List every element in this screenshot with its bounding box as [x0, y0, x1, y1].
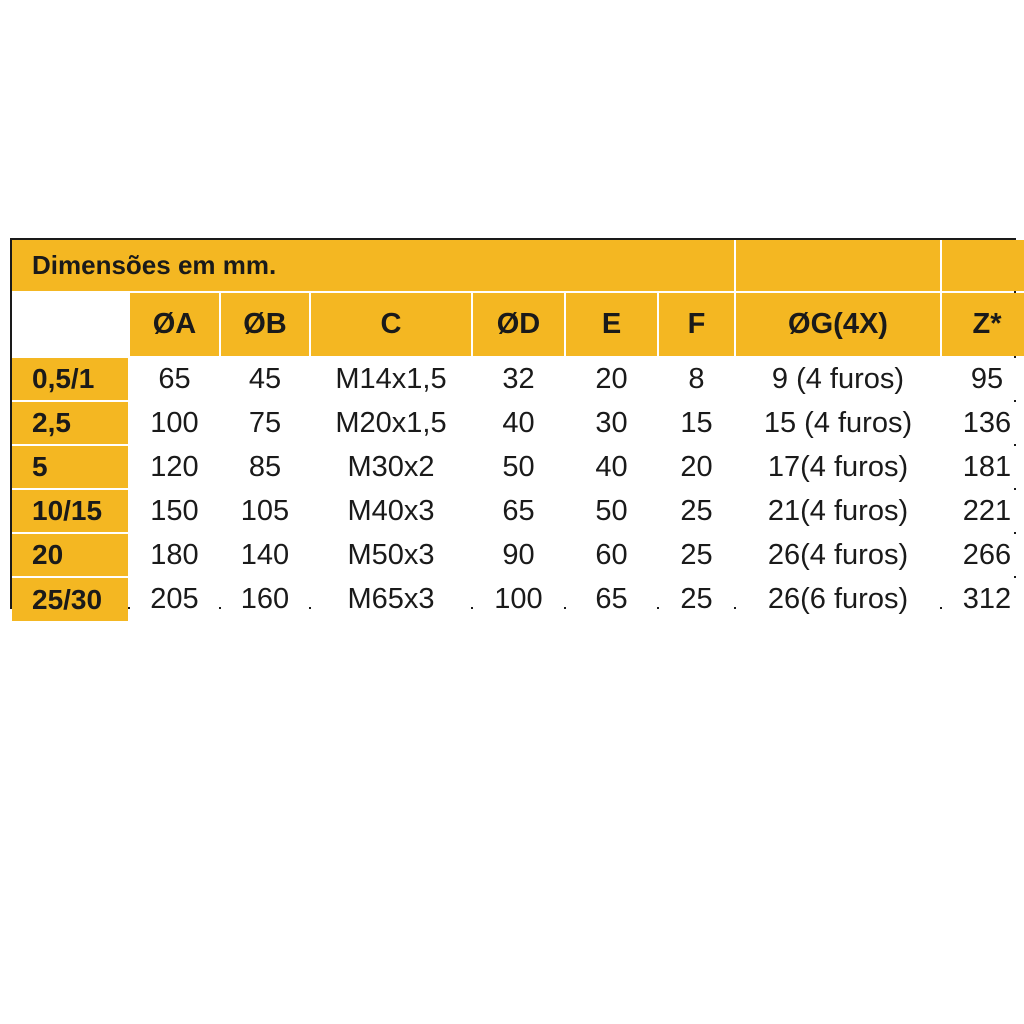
column-header: C [311, 293, 471, 356]
table-cell: 100 [130, 402, 219, 444]
table-cell: 312 [942, 578, 1024, 621]
column-header: ØA [130, 293, 219, 356]
row-label: 5 [12, 446, 128, 488]
table-title: Dimensões em mm. [12, 240, 734, 291]
table-cell: 50 [473, 446, 564, 488]
table-cell: 26(6 furos) [736, 578, 940, 621]
row-label: 0,5/1 [12, 358, 128, 400]
table-cell: 65 [566, 578, 657, 621]
table-cell: 90 [473, 534, 564, 576]
table-cell: M50x3 [311, 534, 471, 576]
table-cell: 45 [221, 358, 309, 400]
column-header: E [566, 293, 657, 356]
table-cell: 25 [659, 490, 734, 532]
dimensions-table [10, 238, 1016, 615]
table-cell: 32 [473, 358, 564, 400]
row-label: 20 [12, 534, 128, 576]
table-cell: M65x3 [311, 578, 471, 621]
table-cell: 181 [942, 446, 1024, 488]
table-cell: 20 [566, 358, 657, 400]
column-header: ØB [221, 293, 309, 356]
table-cell: 150 [130, 490, 219, 532]
table-cell: 95 [942, 358, 1024, 400]
table-cell: 105 [221, 490, 309, 532]
column-header: Z* [942, 293, 1024, 356]
table-cell: 20 [659, 446, 734, 488]
table-cell: 140 [221, 534, 309, 576]
column-header: F [659, 293, 734, 356]
table-cell: 85 [221, 446, 309, 488]
table-cell: 160 [221, 578, 309, 621]
table-cell: M14x1,5 [311, 358, 471, 400]
table-cell: 17(4 furos) [736, 446, 940, 488]
table-cell: 65 [130, 358, 219, 400]
table-cell: 136 [942, 402, 1024, 444]
table-cell: 15 (4 furos) [736, 402, 940, 444]
table-cell: 100 [473, 578, 564, 621]
table-cell: 21(4 furos) [736, 490, 940, 532]
table-cell: 30 [566, 402, 657, 444]
table-cell: 75 [221, 402, 309, 444]
table-cell: 266 [942, 534, 1024, 576]
table-cell: M30x2 [311, 446, 471, 488]
table-cell: 205 [130, 578, 219, 621]
table-cell: 25 [659, 534, 734, 576]
table-cell: 15 [659, 402, 734, 444]
table-cell: 221 [942, 490, 1024, 532]
column-header: ØG(4X) [736, 293, 940, 356]
table-cell: 50 [566, 490, 657, 532]
row-label: 2,5 [12, 402, 128, 444]
table-cell: 26(4 furos) [736, 534, 940, 576]
table-cell: 180 [130, 534, 219, 576]
row-label: 25/30 [12, 578, 128, 621]
table-cell: 65 [473, 490, 564, 532]
title-blank-cell [942, 240, 1024, 291]
header-corner-cell [12, 293, 128, 356]
table-cell: 40 [473, 402, 564, 444]
table-cell: 60 [566, 534, 657, 576]
row-label: 10/15 [12, 490, 128, 532]
table-cell: 40 [566, 446, 657, 488]
table-cell: M20x1,5 [311, 402, 471, 444]
table-cell: 120 [130, 446, 219, 488]
table-cell: 25 [659, 578, 734, 621]
title-blank-cell [736, 240, 940, 291]
table-cell: M40x3 [311, 490, 471, 532]
column-header: ØD [473, 293, 564, 356]
table-cell: 9 (4 furos) [736, 358, 940, 400]
table-cell: 8 [659, 358, 734, 400]
